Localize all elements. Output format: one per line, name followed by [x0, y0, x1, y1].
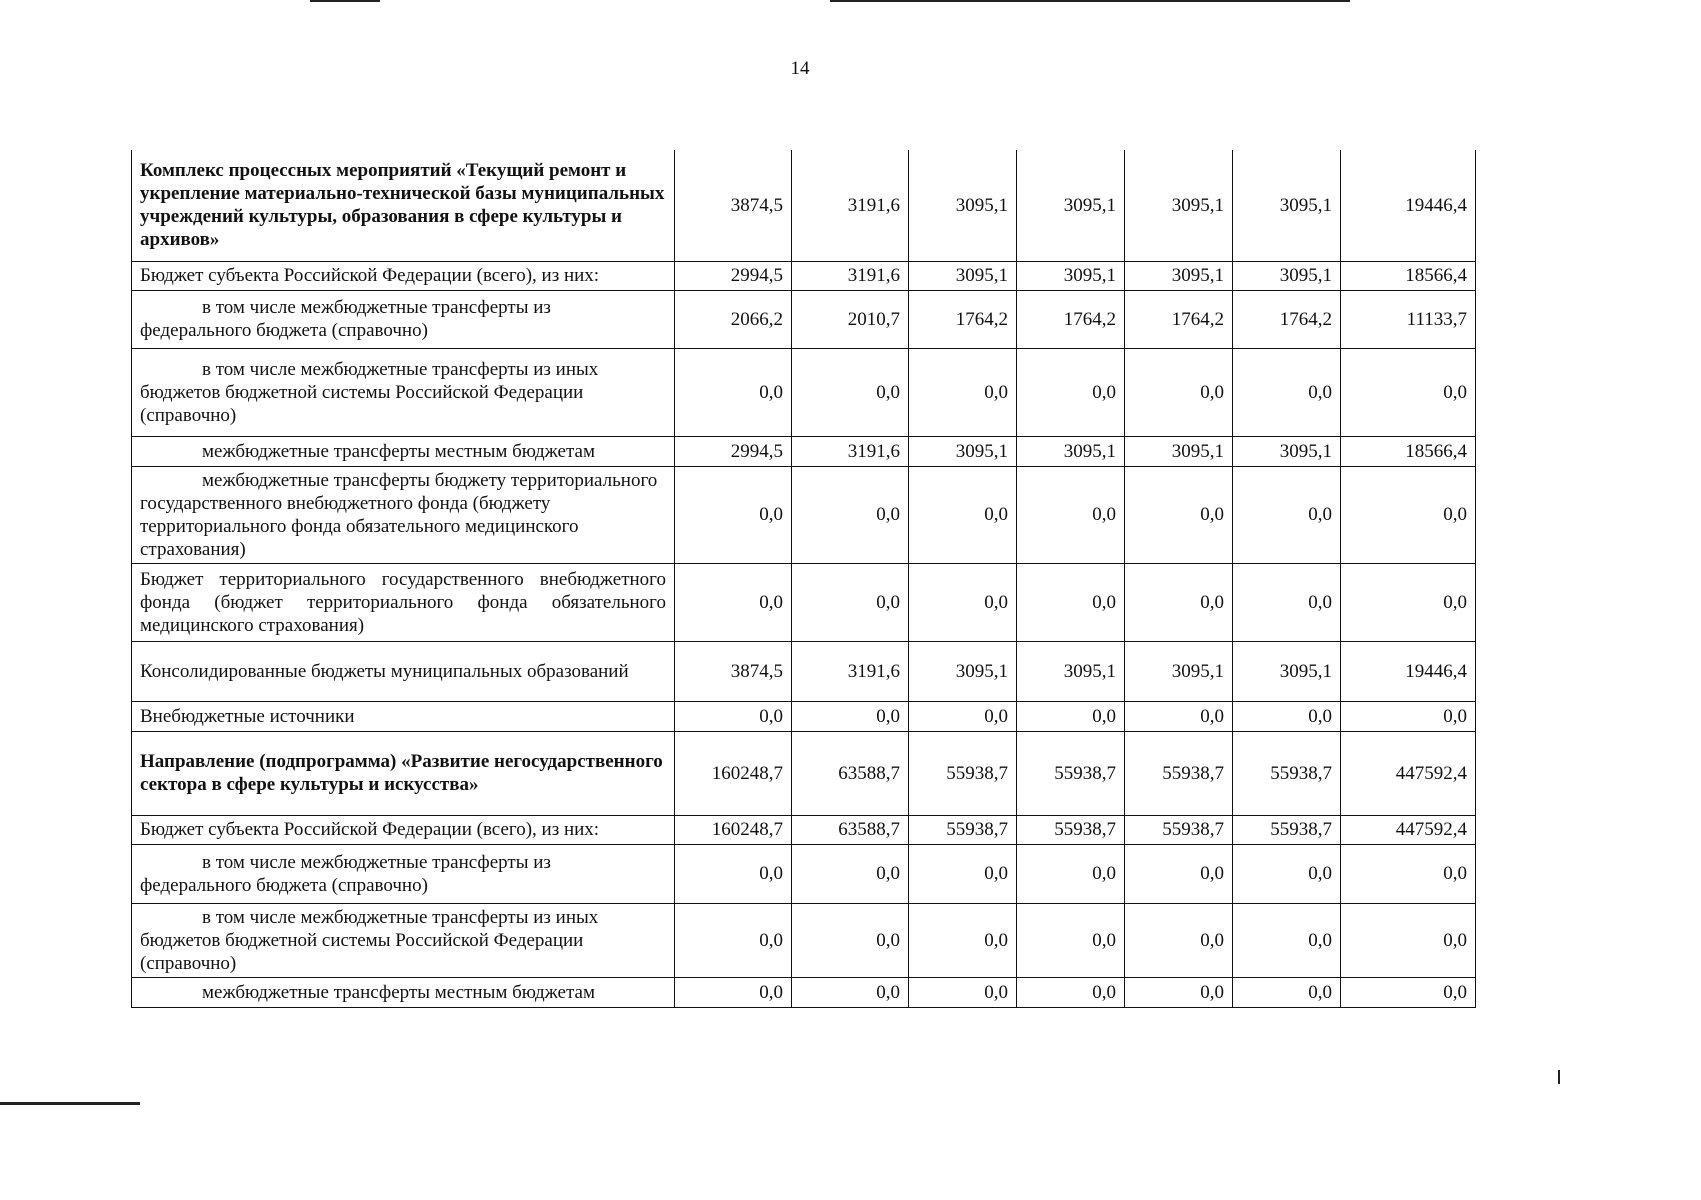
value-cell: 0,0 [1125, 903, 1233, 977]
value-cell: 3095,1 [1233, 150, 1341, 261]
value-cell: 0,0 [909, 701, 1017, 731]
value-cell: 3191,6 [792, 641, 909, 701]
value-cell: 0,0 [1017, 348, 1125, 436]
scan-mark-bottom-left [0, 1102, 140, 1105]
row-label: Бюджет субъекта Российской Федерации (всего), из них: [132, 815, 675, 844]
table-row [132, 290, 1476, 348]
table-row [132, 466, 1476, 563]
value-cell: 3874,5 [675, 641, 792, 701]
value-cell: 0,0 [675, 903, 792, 977]
table-row [132, 150, 1476, 261]
scan-mark-top-right [830, 0, 1350, 2]
value-cell: 0,0 [1233, 903, 1341, 977]
value-cell: 1764,2 [1125, 290, 1233, 348]
value-cell: 0,0 [1233, 348, 1341, 436]
value-cell: 0,0 [675, 563, 792, 641]
value-cell: 3191,6 [792, 261, 909, 290]
value-cell: 3095,1 [909, 641, 1017, 701]
table-row [132, 844, 1476, 903]
value-cell: 160248,7 [675, 815, 792, 844]
value-cell: 0,0 [909, 563, 1017, 641]
table-row [132, 977, 1476, 1007]
row-label: в том числе межбюджетные трансферты из федерального бюджета (справочно) [132, 844, 675, 903]
value-cell: 0,0 [792, 348, 909, 436]
value-cell: 3095,1 [1017, 150, 1125, 261]
value-cell: 0,0 [792, 977, 909, 1007]
value-cell: 0,0 [1125, 466, 1233, 563]
table-row [132, 436, 1476, 466]
total-cell: 0,0 [1341, 348, 1476, 436]
value-cell: 55938,7 [909, 815, 1017, 844]
value-cell: 1764,2 [1233, 290, 1341, 348]
scan-mark-top-left [310, 0, 380, 2]
row-label: Консолидированные бюджеты муниципальных образований [132, 641, 675, 701]
total-cell: 19446,4 [1341, 150, 1476, 261]
value-cell: 3095,1 [1125, 436, 1233, 466]
value-cell: 0,0 [675, 977, 792, 1007]
value-cell: 0,0 [1233, 844, 1341, 903]
value-cell: 2066,2 [675, 290, 792, 348]
value-cell: 0,0 [792, 466, 909, 563]
table-row [132, 563, 1476, 641]
table-row [132, 348, 1476, 436]
value-cell: 63588,7 [792, 815, 909, 844]
total-cell: 0,0 [1341, 701, 1476, 731]
row-label: межбюджетные трансферты местным бюджетам [132, 436, 675, 466]
value-cell: 0,0 [1125, 563, 1233, 641]
row-label: межбюджетные трансферты местным бюджетам [132, 977, 675, 1007]
total-cell: 11133,7 [1341, 290, 1476, 348]
table-row [132, 641, 1476, 701]
total-cell: 0,0 [1341, 466, 1476, 563]
row-label: Внебюджетные источники [132, 701, 675, 731]
budget-table [131, 150, 1476, 1008]
value-cell: 0,0 [1233, 563, 1341, 641]
value-cell: 63588,7 [792, 731, 909, 815]
value-cell: 3095,1 [1125, 641, 1233, 701]
value-cell: 0,0 [1017, 903, 1125, 977]
total-cell: 0,0 [1341, 563, 1476, 641]
value-cell: 0,0 [909, 903, 1017, 977]
value-cell: 2994,5 [675, 436, 792, 466]
value-cell: 3095,1 [1125, 150, 1233, 261]
value-cell: 3095,1 [1233, 641, 1341, 701]
value-cell: 3095,1 [1233, 261, 1341, 290]
value-cell: 3095,1 [1125, 261, 1233, 290]
value-cell: 0,0 [1125, 977, 1233, 1007]
value-cell: 55938,7 [1233, 815, 1341, 844]
value-cell: 3095,1 [1017, 436, 1125, 466]
value-cell: 0,0 [1017, 563, 1125, 641]
value-cell: 2994,5 [675, 261, 792, 290]
table-row [132, 731, 1476, 815]
value-cell: 0,0 [792, 844, 909, 903]
table-row [132, 701, 1476, 731]
value-cell: 3874,5 [675, 150, 792, 261]
table-row [132, 261, 1476, 290]
value-cell: 0,0 [1017, 466, 1125, 563]
value-cell: 55938,7 [909, 731, 1017, 815]
value-cell: 1764,2 [909, 290, 1017, 348]
value-cell: 3191,6 [792, 150, 909, 261]
value-cell: 0,0 [675, 844, 792, 903]
row-label: в том числе межбюджетные трансферты из иных бюджетов бюджетной системы Российской Федерации (справочно) [132, 903, 675, 977]
value-cell: 55938,7 [1017, 731, 1125, 815]
value-cell: 0,0 [1233, 466, 1341, 563]
total-cell: 447592,4 [1341, 815, 1476, 844]
value-cell: 3095,1 [909, 261, 1017, 290]
total-cell: 0,0 [1341, 977, 1476, 1007]
value-cell: 0,0 [1233, 977, 1341, 1007]
table-row [132, 815, 1476, 844]
value-cell: 0,0 [1017, 977, 1125, 1007]
total-cell: 18566,4 [1341, 436, 1476, 466]
value-cell: 0,0 [792, 701, 909, 731]
value-cell: 0,0 [1233, 701, 1341, 731]
row-label: межбюджетные трансферты бюджету территориального государственного внебюджетного фонда (бюджету территориального фонда обязательного медицинского страхования) [132, 466, 675, 563]
value-cell: 0,0 [1017, 844, 1125, 903]
value-cell: 0,0 [675, 348, 792, 436]
value-cell: 3095,1 [1233, 436, 1341, 466]
value-cell: 1764,2 [1017, 290, 1125, 348]
total-cell: 18566,4 [1341, 261, 1476, 290]
row-label: Направление (подпрограмма) «Развитие негосударственного сектора в сфере культуры и искусства» [132, 731, 675, 815]
table-row [132, 903, 1476, 977]
value-cell: 55938,7 [1125, 731, 1233, 815]
total-cell: 0,0 [1341, 844, 1476, 903]
value-cell: 55938,7 [1017, 815, 1125, 844]
value-cell: 0,0 [675, 466, 792, 563]
total-cell: 447592,4 [1341, 731, 1476, 815]
value-cell: 0,0 [1125, 844, 1233, 903]
value-cell: 55938,7 [1125, 815, 1233, 844]
page-number: 14 [790, 58, 810, 79]
row-label: Бюджет субъекта Российской Федерации (всего), из них: [132, 261, 675, 290]
value-cell: 0,0 [1125, 348, 1233, 436]
row-label: в том числе межбюджетные трансферты из федерального бюджета (справочно) [132, 290, 675, 348]
value-cell: 0,0 [1017, 701, 1125, 731]
row-label: Бюджет территориального государственного внебюджетного фонда (бюджет территориального фонда обязательного медицинского страхования) [132, 563, 675, 641]
value-cell: 3191,6 [792, 436, 909, 466]
row-label: Комплекс процессных мероприятий «Текущий ремонт и укрепление материально-технической базы муниципальных учреждений культуры, образования в сфере культуры и архивов» [132, 150, 675, 261]
scan-mark-right-edge [1558, 1070, 1560, 1084]
row-label: в том числе межбюджетные трансферты из иных бюджетов бюджетной системы Российской Федерации (справочно) [132, 348, 675, 436]
value-cell: 0,0 [1125, 701, 1233, 731]
value-cell: 0,0 [909, 466, 1017, 563]
value-cell: 0,0 [792, 903, 909, 977]
value-cell: 2010,7 [792, 290, 909, 348]
value-cell: 3095,1 [1017, 641, 1125, 701]
value-cell: 0,0 [675, 701, 792, 731]
value-cell: 0,0 [909, 348, 1017, 436]
value-cell: 0,0 [792, 563, 909, 641]
total-cell: 0,0 [1341, 903, 1476, 977]
value-cell: 3095,1 [909, 436, 1017, 466]
value-cell: 0,0 [909, 977, 1017, 1007]
value-cell: 160248,7 [675, 731, 792, 815]
total-cell: 19446,4 [1341, 641, 1476, 701]
value-cell: 0,0 [909, 844, 1017, 903]
value-cell: 55938,7 [1233, 731, 1341, 815]
value-cell: 3095,1 [909, 150, 1017, 261]
value-cell: 3095,1 [1017, 261, 1125, 290]
